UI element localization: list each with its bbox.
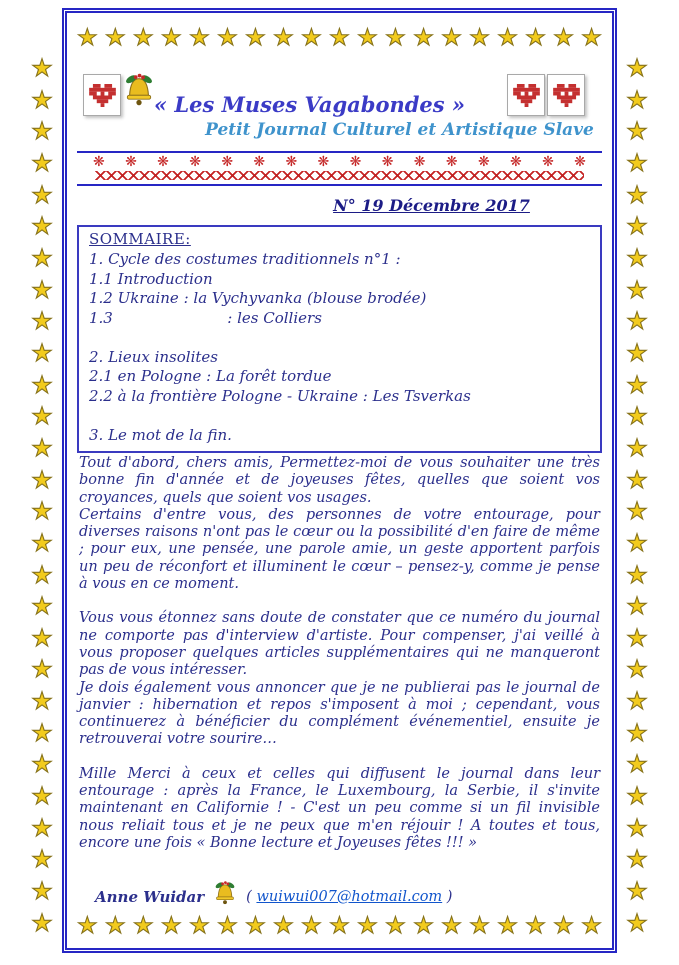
sommaire-item bbox=[89, 328, 590, 348]
star-icon: ★ bbox=[626, 243, 648, 272]
star-icon: ★ bbox=[581, 913, 602, 939]
paragraph: Certains d'entre vous, des personnes de votre entourage, pour diverses raisons n'ont pas le cœur ou la possibilité d'en faire de même ; pour eux, une pensée, une parole amie, un geste apportent parfois un peu de réconfort et illuminent le cœur – pensez-y, comme je pense à vous en ce moment. bbox=[79, 506, 600, 593]
star-icon: ★ bbox=[31, 54, 53, 82]
snowflake-icon: ❋ bbox=[413, 154, 426, 170]
star-icon: ★ bbox=[626, 54, 648, 82]
star-icon: ★ bbox=[189, 913, 210, 939]
star-icon: ★ bbox=[133, 913, 154, 939]
body-text bbox=[79, 455, 600, 852]
star-icon: ★ bbox=[497, 913, 518, 939]
issue-number: N° 19 Décembre 2017 bbox=[333, 196, 530, 215]
snowflake-icon: ❋ bbox=[445, 154, 458, 170]
page-frame bbox=[62, 8, 617, 953]
star-icon: ★ bbox=[626, 117, 648, 146]
star-icon: ★ bbox=[525, 913, 546, 939]
snowflake-icon: ❋ bbox=[157, 154, 169, 170]
star-icon: ★ bbox=[413, 25, 434, 51]
star-icon: ★ bbox=[581, 25, 602, 51]
star-border-top bbox=[75, 27, 604, 50]
star-icon: ★ bbox=[31, 148, 53, 177]
star-icon: ★ bbox=[469, 25, 490, 51]
star-icon: ★ bbox=[626, 370, 648, 399]
star-icon: ★ bbox=[161, 913, 182, 939]
snowflake-icon: ❋ bbox=[510, 154, 522, 170]
sommaire-item: 2.1 en Pologne : La forêt tordue bbox=[89, 367, 332, 385]
star-icon: ★ bbox=[626, 402, 648, 431]
star-icon: ★ bbox=[626, 592, 648, 621]
sommaire-item: 1.2 Ukraine : la Vychyvanka (blouse brodée) bbox=[89, 289, 427, 307]
christmas-bell-icon bbox=[212, 880, 238, 913]
paren-open: ( bbox=[246, 888, 257, 905]
star-icon: ★ bbox=[189, 25, 210, 51]
star-icon: ★ bbox=[626, 623, 648, 652]
star-icon: ★ bbox=[31, 592, 53, 621]
star-icon: ★ bbox=[626, 433, 648, 462]
sommaire-item: 3. Le mot de la fin. bbox=[89, 425, 232, 444]
star-icon: ★ bbox=[626, 528, 648, 557]
sommaire-item: 2.2 à la frontière Pologne - Ukraine : Les Tsverkas bbox=[89, 386, 471, 405]
star-icon: ★ bbox=[385, 25, 406, 51]
star-icon: ★ bbox=[31, 655, 53, 684]
star-icon: ★ bbox=[31, 275, 53, 304]
snowflake-icon: ❋ bbox=[285, 154, 298, 170]
star-icon: ★ bbox=[31, 782, 53, 811]
star-icon: ★ bbox=[31, 560, 53, 589]
star-icon: ★ bbox=[441, 913, 462, 939]
snowflake-icon: ❋ bbox=[253, 154, 266, 170]
star-icon: ★ bbox=[77, 25, 98, 51]
star-icon: ★ bbox=[245, 25, 266, 51]
header bbox=[75, 60, 604, 146]
snowflake-icon: ❋ bbox=[349, 154, 362, 170]
star-icon: ★ bbox=[626, 782, 648, 811]
snowflake-icon: ❋ bbox=[189, 154, 201, 170]
snowflake-icon: ❋ bbox=[574, 154, 586, 170]
star-icon: ★ bbox=[105, 913, 126, 939]
star-icon: ★ bbox=[31, 402, 53, 431]
star-icon: ★ bbox=[31, 338, 53, 367]
email-link[interactable]: wuiwui007@hotmail.com bbox=[256, 888, 443, 905]
star-icon: ★ bbox=[31, 528, 53, 557]
star-icon: ★ bbox=[553, 25, 574, 51]
snowflake-icon: ❋ bbox=[93, 154, 105, 170]
star-icon: ★ bbox=[329, 913, 350, 939]
paragraph: Je dois également vous annoncer que je ne publierai pas le journal de janvier : hibernation et repos s'imposent à moi ; cependant, vous continuerez à bénéficier du complément événementiel, ensuite je retrouverai votre sourire… bbox=[79, 679, 600, 748]
snowflake-icon: ❋ bbox=[477, 154, 490, 170]
star-icon: ★ bbox=[105, 25, 126, 51]
snowflake-icon: ❋ bbox=[317, 154, 330, 170]
star-icon: ★ bbox=[301, 913, 322, 939]
star-icon: ★ bbox=[626, 307, 648, 336]
star-icon: ★ bbox=[385, 913, 406, 939]
star-icon: ★ bbox=[497, 25, 518, 51]
star-icon: ★ bbox=[413, 913, 434, 939]
star-icon: ★ bbox=[31, 465, 53, 494]
star-icon: ★ bbox=[245, 913, 266, 939]
star-icon: ★ bbox=[301, 25, 322, 51]
star-border-bottom bbox=[75, 915, 604, 938]
star-icon: ★ bbox=[626, 497, 648, 526]
ornament-band bbox=[77, 151, 602, 186]
sommaire-box bbox=[77, 225, 602, 453]
star-icon: ★ bbox=[77, 913, 98, 939]
sommaire-item: 1. Cycle des costumes traditionnels n°1 : bbox=[89, 250, 401, 268]
star-icon: ★ bbox=[31, 718, 53, 747]
star-icon: ★ bbox=[626, 845, 648, 874]
sommaire-item: 1.1 Introduction bbox=[89, 269, 213, 288]
star-icon: ★ bbox=[626, 85, 648, 114]
star-icon: ★ bbox=[626, 877, 648, 906]
star-icon: ★ bbox=[31, 370, 53, 399]
star-icon: ★ bbox=[31, 813, 53, 842]
paragraph: Vous vous étonnez sans doute de constater que ce numéro du journal ne comporte pas d'interview d'artiste. Pour compenser, j'ai veillé à vous proposer quelques articles supplémentaires qui ne manqueront pas de vous intéresser. bbox=[79, 610, 600, 679]
sommaire-item: 1.3 : les Colliers bbox=[89, 308, 322, 327]
sommaire-heading: SOMMAIRE: bbox=[89, 230, 191, 248]
contact-email bbox=[246, 889, 452, 905]
star-icon: ★ bbox=[217, 913, 238, 939]
star-icon: ★ bbox=[31, 877, 53, 906]
signature bbox=[75, 880, 604, 913]
star-icon: ★ bbox=[626, 180, 648, 209]
star-icon: ★ bbox=[31, 845, 53, 874]
page-subtitle: Petit Journal Culturel et Artistique Slave bbox=[205, 120, 594, 140]
sommaire-item bbox=[89, 406, 590, 426]
star-icon: ★ bbox=[31, 243, 53, 272]
star-icon: ★ bbox=[31, 180, 53, 209]
star-icon: ★ bbox=[217, 25, 238, 51]
author-name: Anne Wuidar bbox=[95, 887, 205, 906]
star-icon: ★ bbox=[525, 25, 546, 51]
star-icon: ★ bbox=[626, 718, 648, 747]
star-icon: ★ bbox=[626, 750, 648, 779]
page-title: « Les Muses Vagabondes » bbox=[153, 92, 466, 117]
star-icon: ★ bbox=[31, 623, 53, 652]
star-icon: ★ bbox=[329, 25, 350, 51]
star-icon: ★ bbox=[626, 813, 648, 842]
star-icon: ★ bbox=[31, 433, 53, 462]
snowflake-icon: ❋ bbox=[221, 154, 234, 170]
snowflake-icon: ❋ bbox=[542, 154, 554, 170]
star-icon: ★ bbox=[31, 307, 53, 336]
paragraph: Mille Merci à ceux et celles qui diffusent le journal dans leur entourage : après la France, le Luxembourg, la Serbie, il s'invite maintenant en Californie ! - C'est un peu comme si un fil invisible nous reliait tous et je ne peux que m'en réjouir ! A toutes et tous, encore une fois « Bonne lecture et Joyeuses fêtes !!! » bbox=[79, 765, 600, 851]
star-icon: ★ bbox=[626, 908, 648, 937]
star-icon: ★ bbox=[31, 687, 53, 716]
star-icon: ★ bbox=[626, 655, 648, 684]
star-icon: ★ bbox=[273, 913, 294, 939]
snowflake-icon: ❋ bbox=[125, 154, 137, 170]
zigzag-pattern bbox=[95, 171, 584, 180]
paragraph: Tout d'abord, chers amis, Permettez-moi de vous souhaiter une très bonne fin d'année et de joyeuses fêtes, quelles que soient vos croyances, quels que soient vos usages. bbox=[79, 455, 600, 506]
paren-close: ) bbox=[442, 888, 453, 905]
star-icon: ★ bbox=[626, 338, 648, 367]
star-icon: ★ bbox=[357, 913, 378, 939]
star-icon: ★ bbox=[31, 497, 53, 526]
star-icon: ★ bbox=[31, 750, 53, 779]
star-icon: ★ bbox=[469, 913, 490, 939]
star-border-left bbox=[26, 56, 58, 935]
star-icon: ★ bbox=[31, 85, 53, 114]
star-icon: ★ bbox=[441, 25, 462, 51]
star-icon: ★ bbox=[626, 465, 648, 494]
star-icon: ★ bbox=[133, 25, 154, 51]
star-icon: ★ bbox=[31, 212, 53, 241]
star-icon: ★ bbox=[626, 560, 648, 589]
snowflake-icon: ❋ bbox=[381, 154, 394, 170]
sommaire-item: 2. Lieux insolites bbox=[89, 347, 218, 366]
star-icon: ★ bbox=[161, 25, 182, 51]
star-icon: ★ bbox=[31, 908, 53, 937]
star-icon: ★ bbox=[626, 148, 648, 177]
snowflake-motif-row bbox=[85, 155, 594, 169]
star-icon: ★ bbox=[31, 117, 53, 146]
star-icon: ★ bbox=[626, 212, 648, 241]
star-icon: ★ bbox=[626, 275, 648, 304]
star-icon: ★ bbox=[273, 25, 294, 51]
star-icon: ★ bbox=[626, 687, 648, 716]
star-icon: ★ bbox=[357, 25, 378, 51]
star-border-right bbox=[621, 56, 653, 935]
star-icon: ★ bbox=[553, 913, 574, 939]
